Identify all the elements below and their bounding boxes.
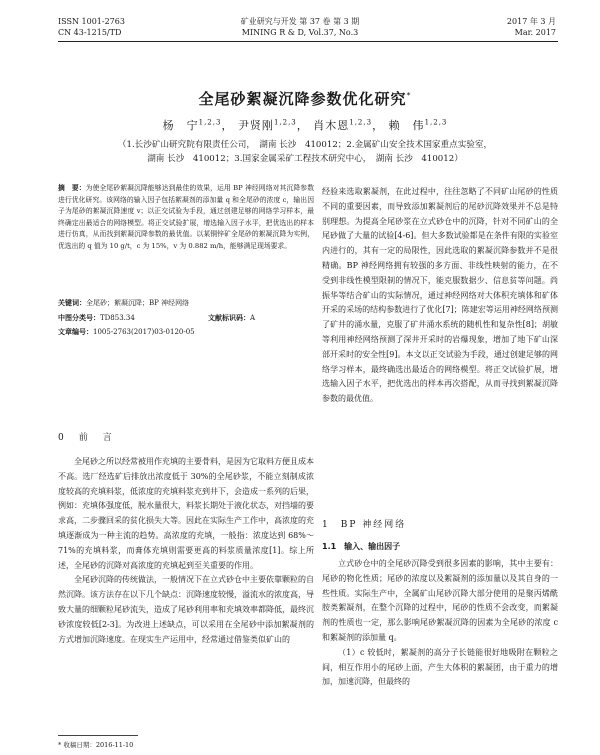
keywords bbox=[58, 298, 314, 308]
author-name: 赖 伟 bbox=[388, 119, 425, 132]
author-name: 杨 宁 bbox=[162, 119, 199, 132]
affiliation-line: 湖南 长沙 410012；3.国家金属采矿工程技术研究中心， 湖南 长沙 410012） bbox=[147, 154, 463, 164]
header-date-block bbox=[507, 16, 556, 38]
keywords-text: 全尾砂；絮凝沉降；BP 神经网络 bbox=[86, 299, 190, 307]
author-name: 肖木恩 bbox=[313, 119, 350, 132]
left-column-body bbox=[58, 455, 314, 647]
body-paragraph: 经验来选取絮凝剂，在此过程中，往往忽略了不同矿山尾砂的性质不同的重要因素，而导致添加絮凝剂后的尾砂沉降效果并不总是特别理想。为提高全尾砂浆在立式砂仓中的沉降，针对不同矿山的全尾砂做了大量的试验[4-6]。但大多数试验都是在条件有限的实验室内进行的，其有一定的局限性，因此选取的絮凝沉降参数并不是很精确。BP 神经网络拥有较强的多方面、非线性映射的能力，在不受到非线性模型限制的情况下，能克服数据少、信息贫等问题。尚振华等结合矿山的实际情况，通过神经网络对大体积充填体和矿体开采的采场的结构参数进行了优化[7]；陈建宏等运用神经网络预测了矿井的涌水量，克服了矿井涌水系统的随机性和复杂性[8]；胡敏等利用神经网络预测了深井开采时的岩爆现象，增加了地下矿山深部开采时的安全性[9]。本文以正交试验为手段，通过创建足够的网络学习样本，最终确选出最适合的网络模型。将正交试验扩展，增选输入因子水平，把优选出的样本再次搭配，从而寻找到絮凝沉降参数的最优值。 bbox=[322, 187, 558, 404]
cn-number: CN 43-1215/TD bbox=[58, 28, 122, 37]
keywords-label: 关键词： bbox=[58, 299, 86, 307]
title-footnote-mark: * bbox=[406, 91, 412, 100]
doc-code-value: A bbox=[250, 314, 256, 322]
article-number-row bbox=[58, 327, 314, 337]
abstract-text: 为使全尾砂絮凝沉降能够达到最佳的效果，运用 BP 神经网络对其沉降参数进行优化研究。该网络的输入因子包括絮凝剂的添加量 q 和全尾砂的浓度 c，输出因子为尾砂的絮凝沉降速度 v；以正交试验为手段，通过创建足够的网络学习样本，最终确定出最适合的网络模型。将正交试验扩展，增选输入因子水平，把优选出的样本进行仿真，从而找到絮凝沉降参数的最优值。以某铜锌矿全尾砂的絮凝沉降为实例，优选出的 q 值为 10 g/t，c 为 15%，v 为 0.882 m/h，能够满足现场要求。 bbox=[58, 184, 314, 250]
issue-date-cn: 2017 年 3 月 bbox=[506, 17, 556, 26]
section-heading-intro: 0 前 言 bbox=[58, 433, 115, 443]
affiliation-line: （1.长沙矿山研究院有限责任公司， 湖南 长沙 410012；2.金属矿山安全技术国家重点实验室， bbox=[117, 140, 493, 150]
article-number-label: 文章编号： bbox=[58, 328, 93, 336]
author-affil-sup: 1,2,3 bbox=[349, 118, 373, 127]
doc-code-label: 文献标识码： bbox=[208, 314, 250, 322]
header-divider bbox=[58, 41, 558, 42]
author-list: 杨 宁$^{1,2,3}$， 尹贤刚$^{1,2,3}$， 肖木恩$^{1,2,3}$， 赖 伟$^{1,2,3}$ bbox=[162, 118, 448, 132]
author-affil-sup: 1,2,3 bbox=[198, 118, 222, 127]
right-column-body bbox=[322, 185, 558, 407]
body-paragraph: （1）c 较低时，絮凝剂的高分子长链能很好地吸附在颗粒之间，相互作用小的尾砂上面，产生大体积的絮凝团，由于重力的增加，加速沉降，但最终的 bbox=[322, 647, 558, 687]
clc-value: TD853.34 bbox=[100, 314, 135, 322]
abstract bbox=[58, 183, 314, 253]
issn: ISSN 1001-2763 bbox=[58, 17, 125, 26]
footnote-divider bbox=[58, 735, 138, 736]
body-paragraph: 立式砂仓中的全尾砂沉降受到很多因素的影响，其中主要有：尾砂的物化性质；尾砂的浓度以及絮凝剂的添加量以及其自身的一些性质。实际生产中，全属矿山尾砂沉降大部分使用的是聚丙烯酰胺类絮凝剂，在整个沉降的过程中，尾砂的性质不会改变，而絮凝剂的性质也一定，那么影响尾砂絮凝沉降的因素为全尾砂的浓度 c 和絮凝剂的添加量 q。 bbox=[322, 559, 558, 642]
clc-label: 中图分类号： bbox=[58, 314, 100, 322]
paper-title-text: 全尾砂絮凝沉降参数优化研究 bbox=[198, 90, 407, 108]
journal-name-cn: 矿业研究与开发 第 37 卷 第 3 期 bbox=[240, 17, 360, 26]
body-paragraph: 全尾砂之所以经常被用作充填的主要骨料，是因为它取料方便且成本不高。选厂经选矿后排放出浓度低于 30%的全尾砂浆，不能立刻制成浓度较高的充填料浆，低浓度的充填料浆充到井下，会造成一系列的后果，例如：充填体强度低，脱水量很大，料浆长期处于液化状态，对挡墙的要求高，二步骤回采的贫化损失大等。因此在实际生产工作中，高浓度的充填逐渐成为一种主流的趋势。高浓度的充填，一般指：浓度达到 68%～71%的充填料浆，而膏体充填则需要更高的料浆质量浓度[1]。综上所述，全尾砂的沉降对高浓度的充填起到至关重要的作用。 bbox=[58, 457, 314, 570]
article-number-value: 1005-2763(2017)03-0120-05 bbox=[93, 328, 195, 336]
header-journal-block bbox=[200, 16, 400, 38]
affiliations bbox=[90, 138, 520, 166]
author-name: 尹贤刚 bbox=[237, 119, 274, 132]
footnote-received-date: * 收稿日期：2016-11-10 bbox=[58, 741, 134, 749]
header-issn-block bbox=[58, 16, 125, 38]
classification-row bbox=[58, 313, 314, 323]
body-paragraph: 全尾砂沉降的传统做法，一般情况下在立式砂仓中主要依靠颗粒的自然沉降。该方法存在以下几个缺点：沉降速度较慢，溢流水的浓度高，导致大量的细颗粒尾砂流失，造成了尾砂利用率和充填效率都降低，最终沉砂浓度较低[2-3]。为改进上述缺点，可以采用在全尾砂中添加絮凝剂的方式增加沉降速度。在现实生产运用中，经常通过借鉴类似矿山的 bbox=[58, 575, 314, 644]
section-heading-bp: 1 BP 神经网络 bbox=[322, 520, 407, 530]
abstract-label: 摘 要： bbox=[58, 184, 86, 192]
right-column-body-2 bbox=[322, 557, 558, 690]
author-affil-sup: 1,2,3 bbox=[273, 118, 297, 127]
paper-title bbox=[60, 88, 550, 109]
subsection-heading-io: 1.1 输入、输出因子 bbox=[322, 542, 401, 551]
issue-date-en: Mar. 2017 bbox=[514, 28, 556, 37]
journal-name-en: MINING R & D, Vol.37, No.3 bbox=[241, 28, 359, 37]
author-affil-sup: 1,2,3 bbox=[424, 118, 448, 127]
